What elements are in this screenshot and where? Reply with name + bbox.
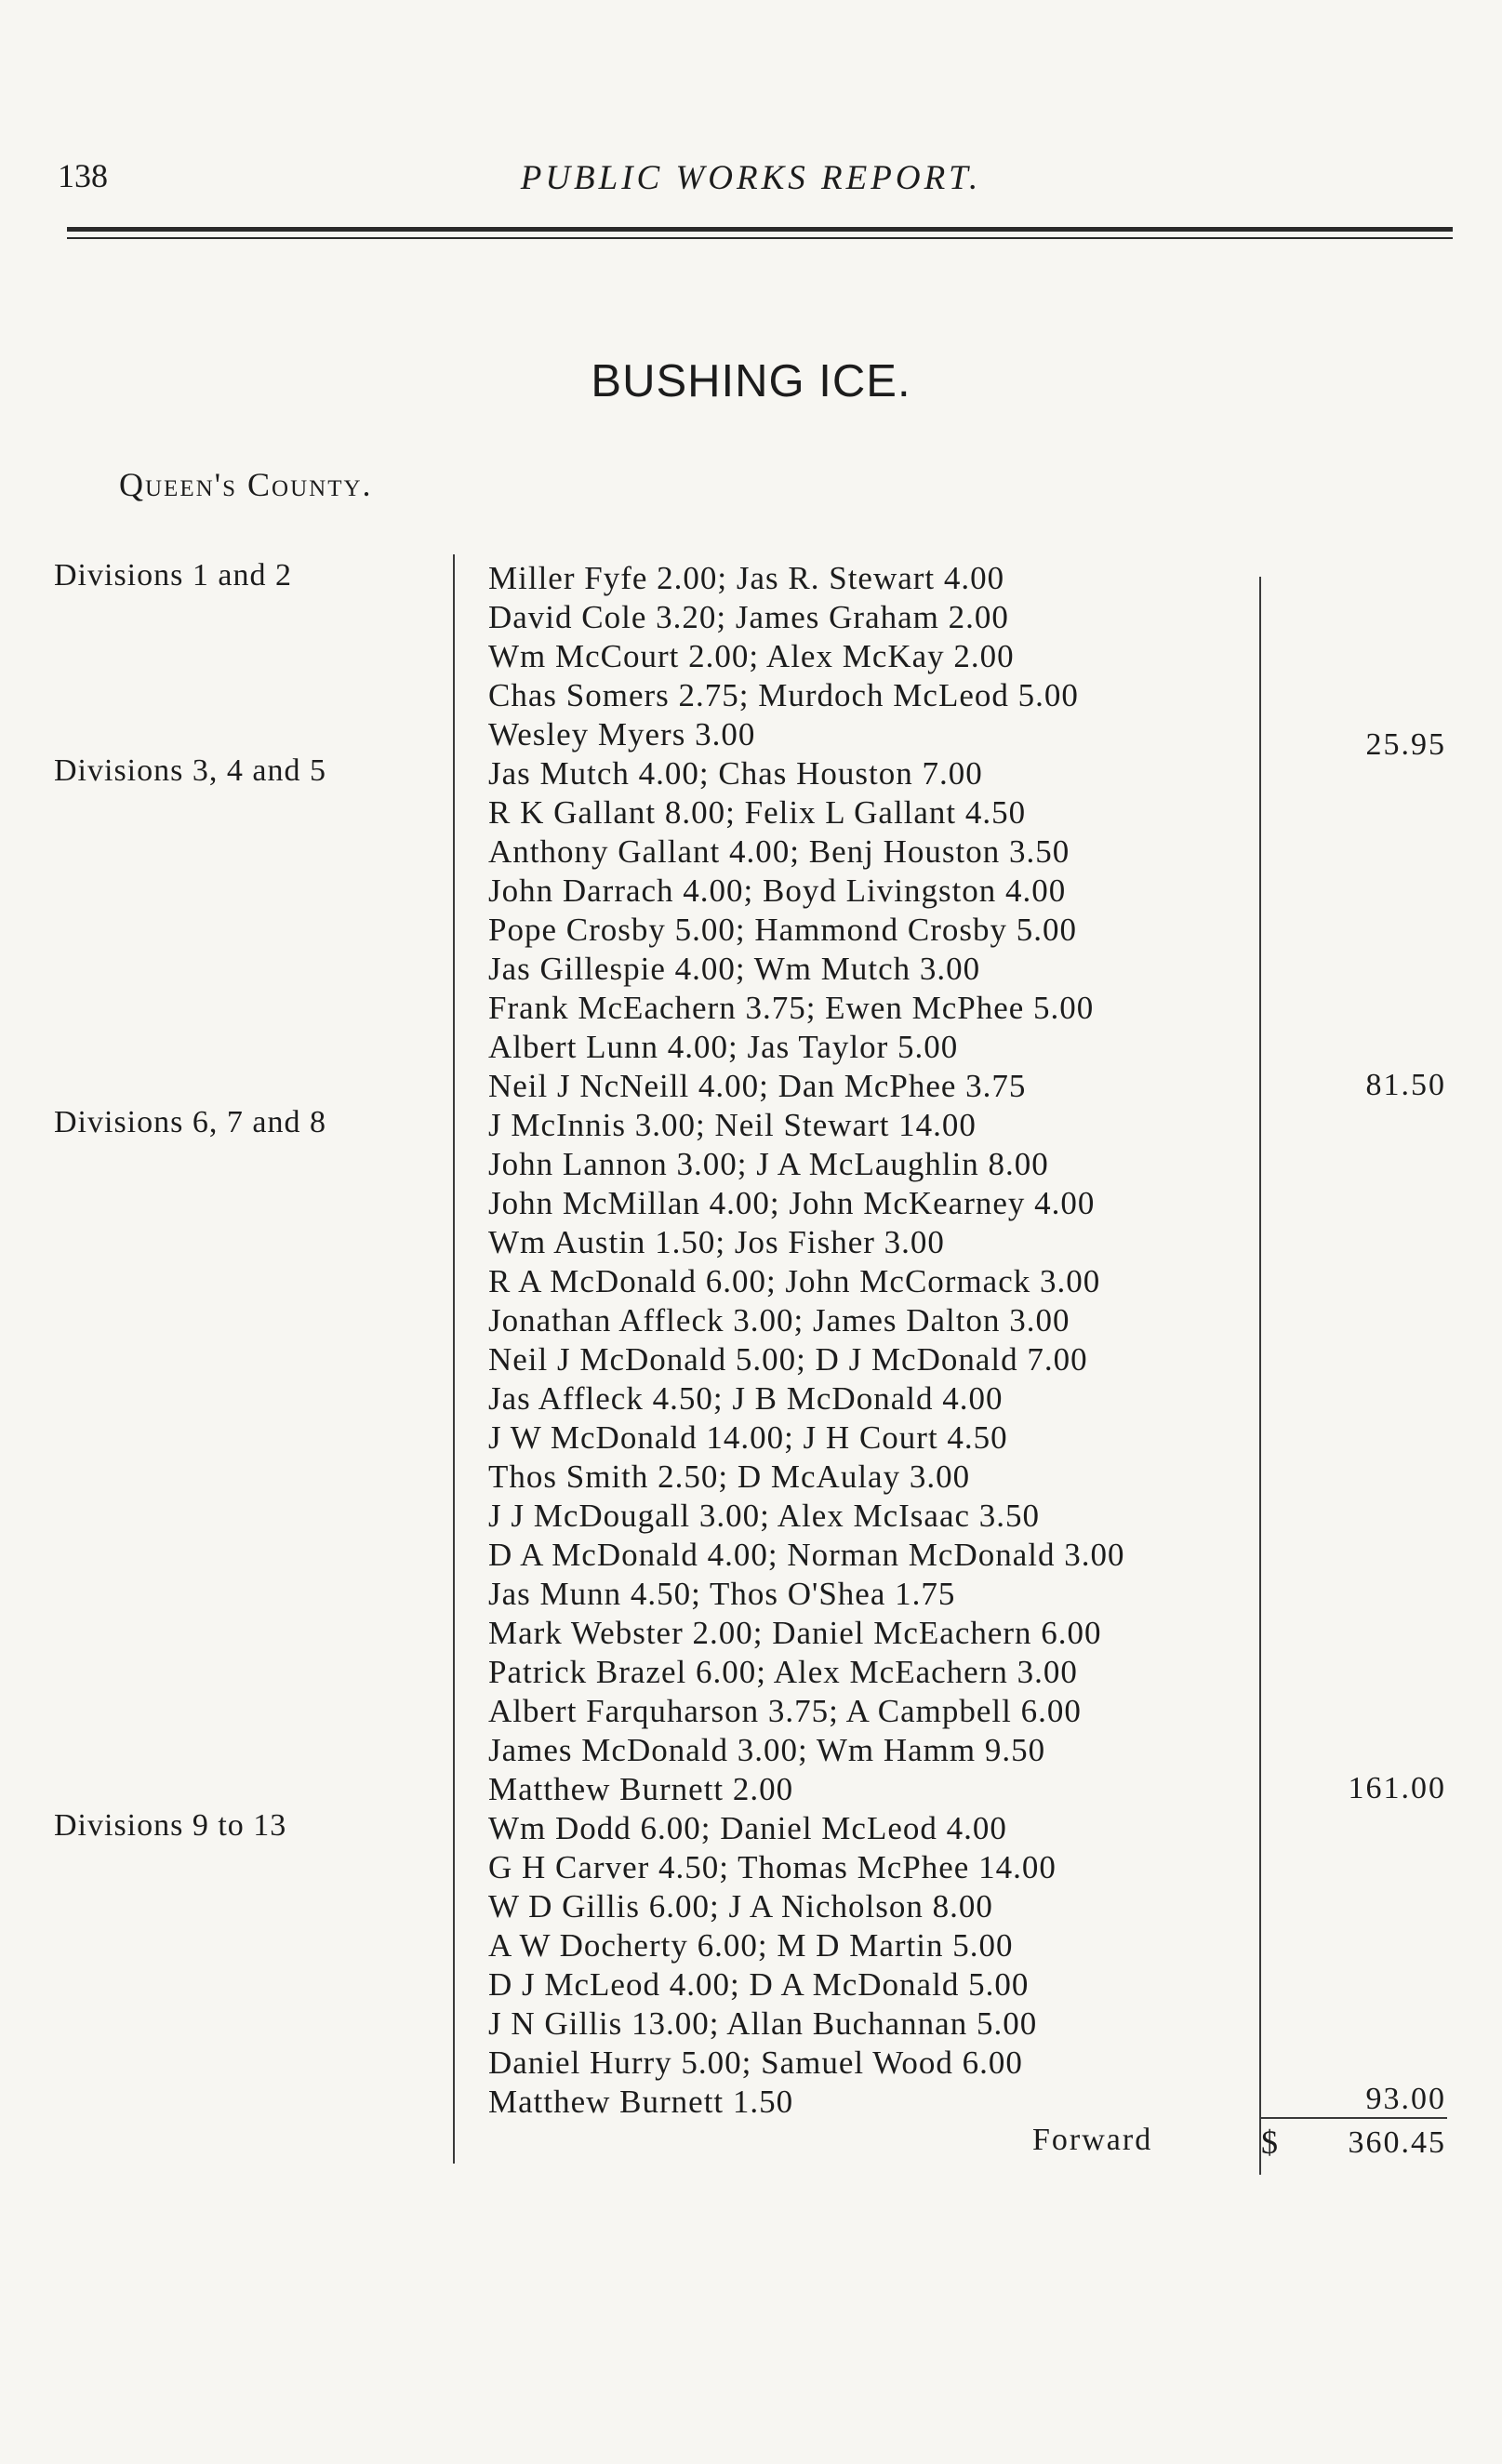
list-item: J J McDougall 3.00; Alex McIsaac 3.50 [488, 1498, 1041, 1534]
list-item: Daniel Hurry 5.00; Samuel Wood 6.00 [488, 2044, 1023, 2081]
list-item: J N Gillis 13.00; Allan Buchannan 5.00 [488, 2005, 1038, 2042]
currency-sign: $ [1261, 2124, 1278, 2161]
list-item: John McMillan 4.00; John McKearney 4.00 [488, 1185, 1096, 1221]
list-item: Neil J McDonald 5.00; D J McDonald 7.00 [488, 1341, 1088, 1378]
division-label: Divisions 9 to 13 [54, 1808, 287, 1843]
forward-label: Forward [1032, 2123, 1153, 2157]
list-item: Patrick Brazel 6.00; Alex McEachern 3.00 [488, 1654, 1078, 1690]
division-label: Divisions 3, 4 and 5 [54, 753, 326, 788]
list-item: Jas Affleck 4.50; J B McDonald 4.00 [488, 1380, 1004, 1417]
list-item: Neil J NcNeill 4.00; Dan McPhee 3.75 [488, 1068, 1027, 1104]
running-title: PUBLIC WORKS REPORT. [520, 159, 982, 197]
left-column-rule [453, 554, 455, 2164]
list-item: J McInnis 3.00; Neil Stewart 14.00 [488, 1107, 977, 1143]
list-item: Albert Farquharson 3.75; A Campbell 6.00 [488, 1693, 1082, 1729]
list-item: Chas Somers 2.75; Murdoch McLeod 5.00 [488, 677, 1079, 713]
list-item: Mark Webster 2.00; Daniel McEachern 6.00 [488, 1615, 1102, 1651]
list-item: A W Docherty 6.00; M D Martin 5.00 [488, 1927, 1014, 1964]
list-item: Wm Austin 1.50; Jos Fisher 3.00 [488, 1224, 945, 1260]
list-item: R K Gallant 8.00; Felix L Gallant 4.50 [488, 794, 1027, 831]
list-item: D J McLeod 4.00; D A McDonald 5.00 [488, 1966, 1030, 2003]
subtotal-value: 81.50 [1365, 1068, 1446, 1102]
page-number: 138 [58, 157, 108, 194]
header-rule-thin [67, 237, 1453, 239]
list-item: Jas Mutch 4.00; Chas Houston 7.00 [488, 755, 983, 792]
subtotal-value: 161.00 [1348, 1771, 1446, 1805]
division-label: Divisions 6, 7 and 8 [54, 1105, 326, 1139]
header-rule-thick [67, 227, 1453, 232]
list-item: Wm McCourt 2.00; Alex McKay 2.00 [488, 638, 1015, 674]
county-heading: Queen's County. [119, 466, 373, 503]
list-item: Jas Munn 4.50; Thos O'Shea 1.75 [488, 1576, 956, 1612]
subtotal-value: 25.95 [1365, 727, 1446, 762]
list-item: Miller Fyfe 2.00; Jas R. Stewart 4.00 [488, 560, 1005, 596]
division-label: Divisions 1 and 2 [54, 558, 292, 593]
list-item: Jas Gillespie 4.00; Wm Mutch 3.00 [488, 951, 981, 987]
list-item: J W McDonald 14.00; J H Court 4.50 [488, 1419, 1008, 1456]
list-item: Anthony Gallant 4.00; Benj Houston 3.50 [488, 833, 1070, 870]
list-item: John Lannon 3.00; J A McLaughlin 8.00 [488, 1146, 1049, 1182]
list-item: David Cole 3.20; James Graham 2.00 [488, 599, 1009, 635]
forward-total: 360.45 [1348, 2125, 1446, 2160]
list-item: Frank McEachern 3.75; Ewen McPhee 5.00 [488, 990, 1095, 1026]
list-item: John Darrach 4.00; Boyd Livingston 4.00 [488, 872, 1067, 909]
list-item: G H Carver 4.50; Thomas McPhee 14.00 [488, 1849, 1057, 1885]
list-item: Thos Smith 2.50; D McAulay 3.00 [488, 1458, 971, 1495]
right-column-rule [1259, 577, 1261, 2175]
list-item: R A McDonald 6.00; John McCormack 3.00 [488, 1263, 1101, 1299]
list-item: W D Gillis 6.00; J A Nicholson 8.00 [488, 1888, 993, 1925]
subtotal-value: 93.00 [1365, 2082, 1446, 2116]
list-item: Wesley Myers 3.00 [488, 716, 756, 753]
list-item: Wm Dodd 6.00; Daniel McLeod 4.00 [488, 1810, 1007, 1846]
list-item: Matthew Burnett 1.50 [488, 2084, 794, 2120]
list-item: Matthew Burnett 2.00 [488, 1771, 794, 1807]
list-item: Jonathan Affleck 3.00; James Dalton 3.00 [488, 1302, 1070, 1339]
sum-rule [1261, 2117, 1447, 2119]
list-item: D A McDonald 4.00; Norman McDonald 3.00 [488, 1537, 1125, 1573]
list-item: Pope Crosby 5.00; Hammond Crosby 5.00 [488, 912, 1077, 948]
list-item: Albert Lunn 4.00; Jas Taylor 5.00 [488, 1029, 959, 1065]
list-item: James McDonald 3.00; Wm Hamm 9.50 [488, 1732, 1046, 1768]
section-title: BUSHING ICE. [591, 356, 911, 406]
